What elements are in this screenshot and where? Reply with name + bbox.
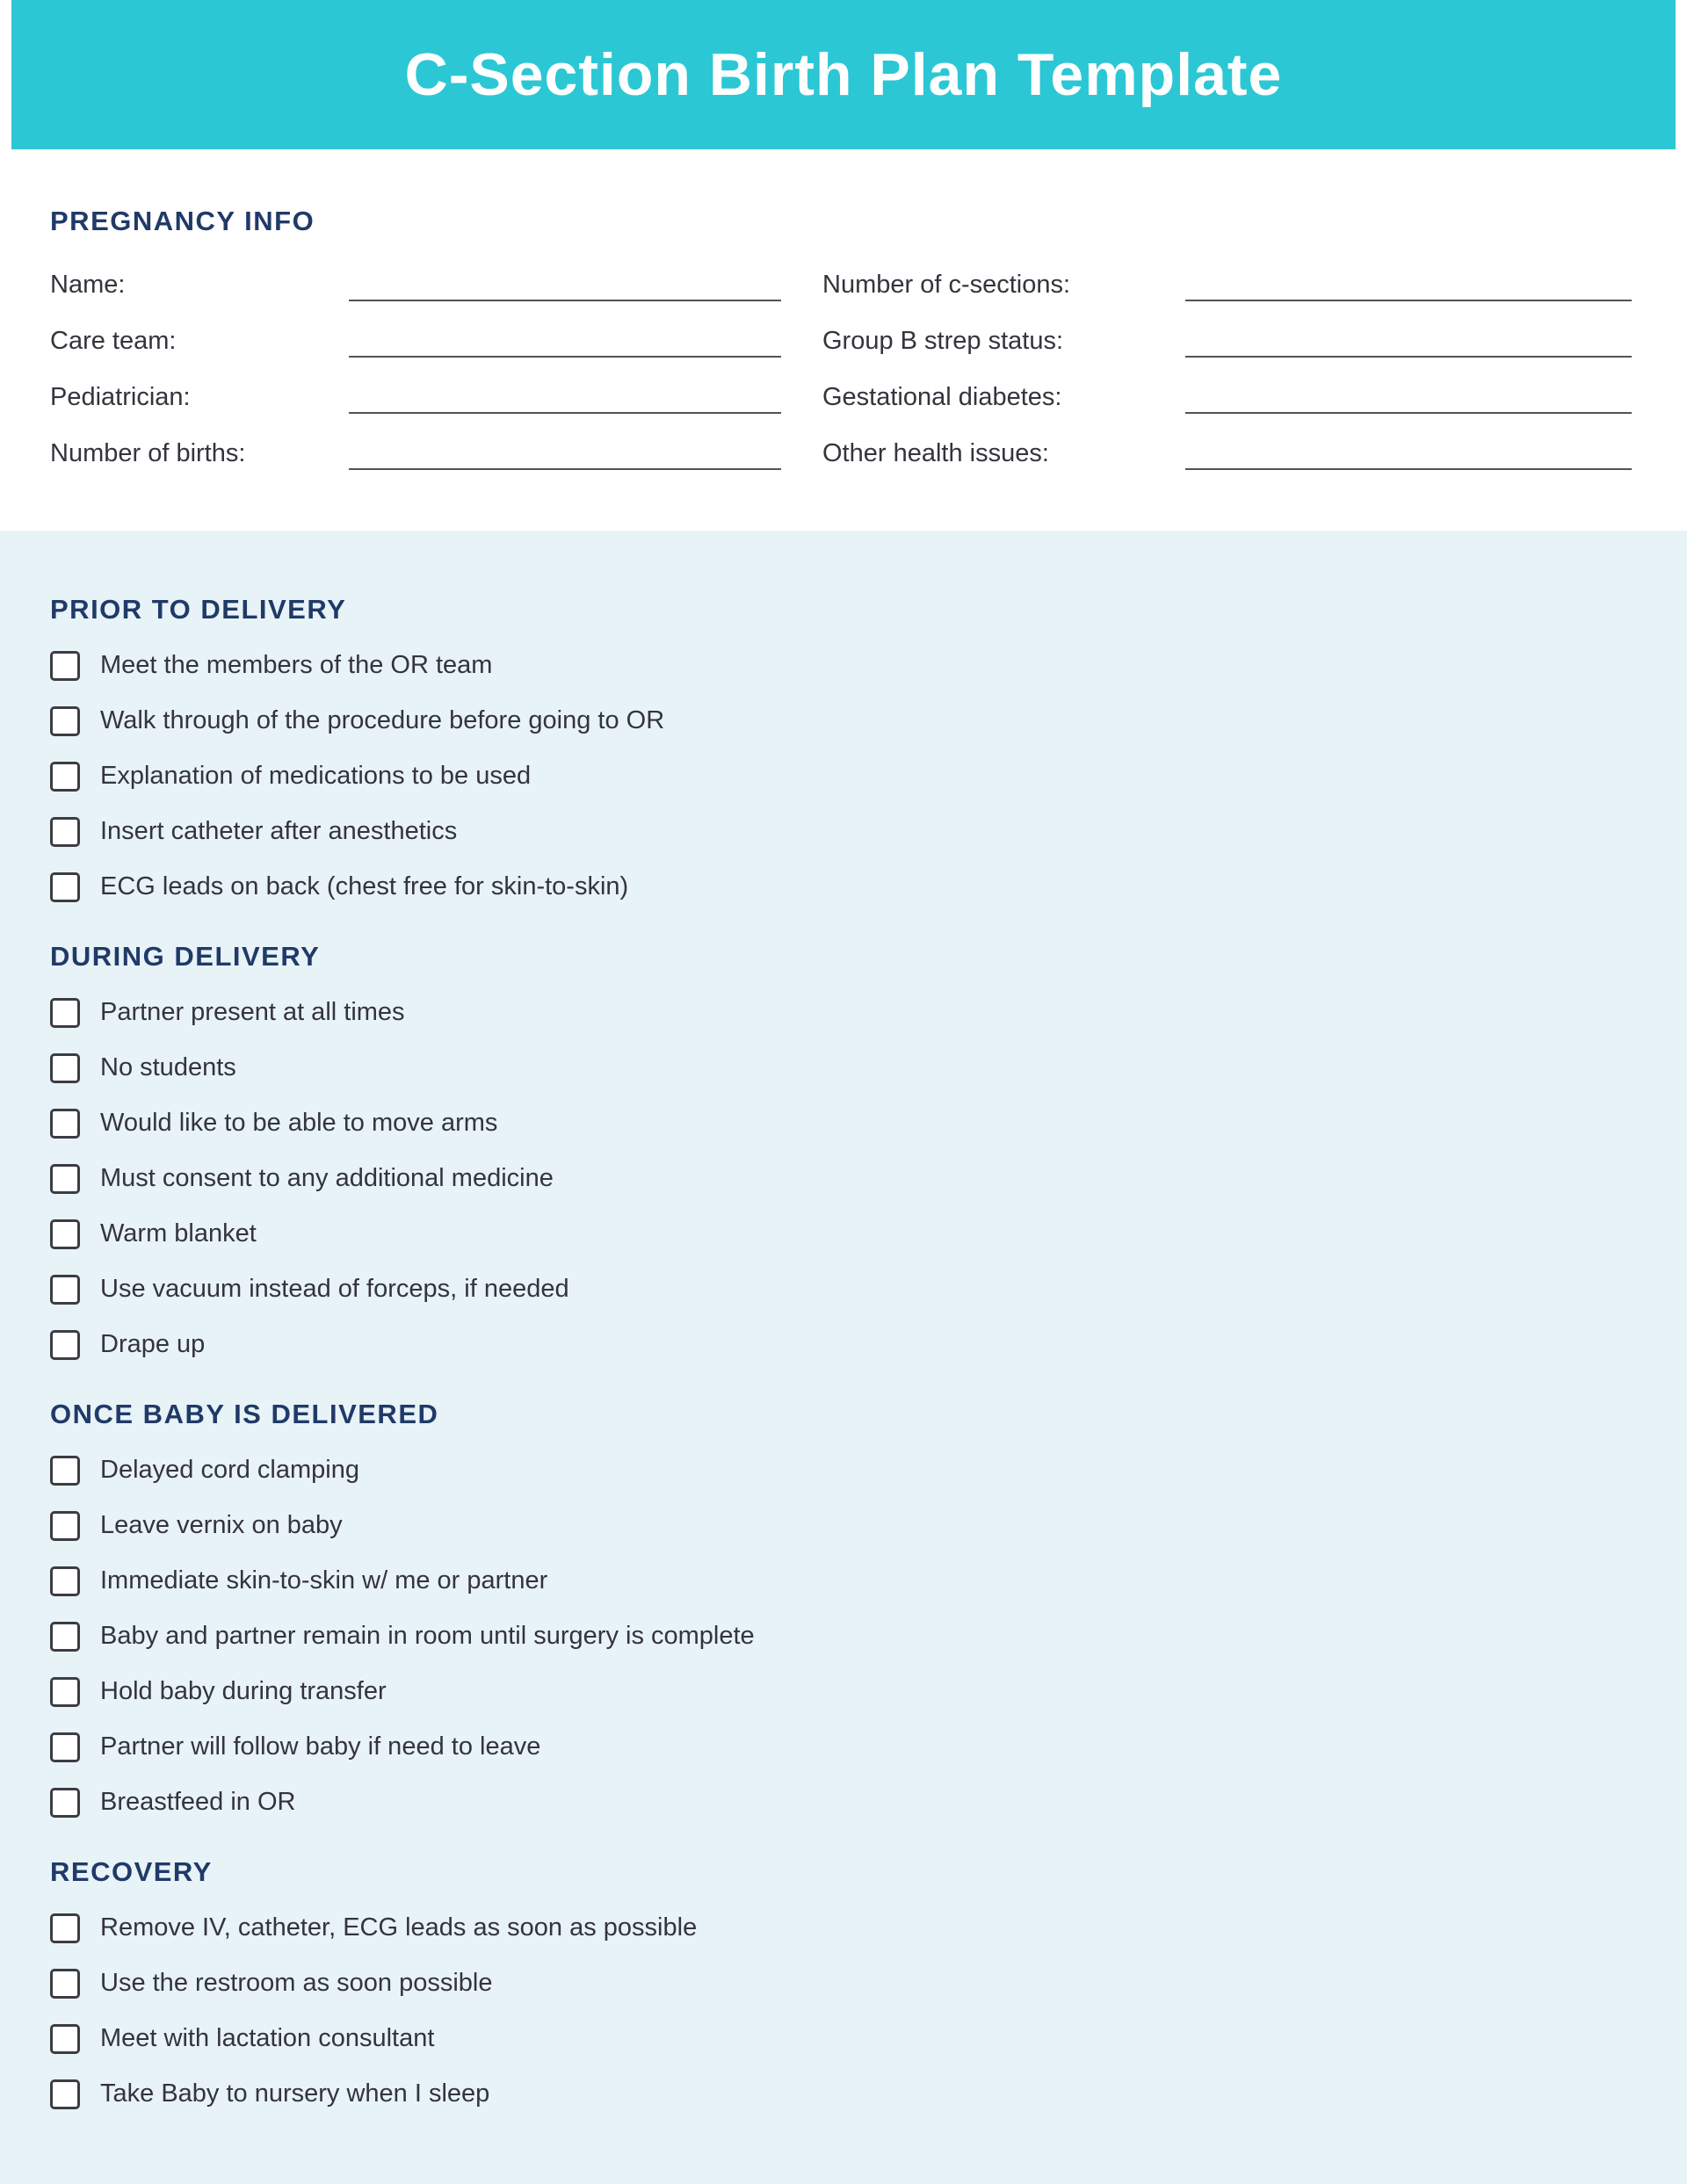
field-row-name: [50, 257, 781, 313]
checklist-item: [50, 1206, 1632, 1262]
field-blank-line-group-b-strep-status[interactable]: [1185, 324, 1632, 358]
checkbox[interactable]: [50, 2079, 80, 2109]
checklist-item-label: Hold baby during transfer: [100, 1677, 387, 1705]
section-heading-once-baby-is-delivered: ONCE BABY IS DELIVERED: [50, 1399, 439, 1429]
field-blank-line-name[interactable]: [349, 268, 781, 301]
field-label-pediatrician: Pediatrician:: [50, 382, 191, 411]
checklist-item-label: Delayed cord clamping: [100, 1456, 359, 1484]
field-label-care-team: Care team:: [50, 326, 177, 355]
checklist-item-label: Use vacuum instead of forceps, if needed: [100, 1275, 569, 1303]
field-row-pediatrician: [50, 369, 781, 425]
checkbox[interactable]: [50, 1566, 80, 1596]
checkbox[interactable]: [50, 1913, 80, 1943]
checklist-item: [50, 2011, 1632, 2066]
pregnancy-info-section: [0, 149, 1687, 531]
checkbox[interactable]: [50, 1677, 80, 1707]
checklist-item-label: Drape up: [100, 1330, 206, 1358]
checklist-item-label: Would like to be able to move arms: [100, 1109, 498, 1137]
checkbox[interactable]: [50, 1788, 80, 1818]
checklist-item-label: Warm blanket: [100, 1219, 257, 1247]
checkbox[interactable]: [50, 706, 80, 736]
checklist-item-label: Baby and partner remain in room until surgery is complete: [100, 1622, 755, 1650]
pregnancy-info-form: [50, 257, 1632, 481]
checklist-item-label: Meet the members of the OR team: [100, 651, 493, 679]
field-label-other-health-issues: Other health issues:: [822, 438, 1049, 467]
checklist-item: [50, 1040, 1632, 1096]
checklist-item: [50, 1443, 1632, 1498]
section-during-delivery: [50, 941, 1632, 1372]
checkbox[interactable]: [50, 1330, 80, 1360]
field-row-group-b-strep-status: [822, 313, 1632, 369]
field-blank-line-pediatrician[interactable]: [349, 380, 781, 414]
checklist-item: [50, 748, 1632, 804]
page-title: C-Section Birth Plan Template: [404, 41, 1283, 108]
checklist-item-label: Breastfeed in OR: [100, 1788, 296, 1816]
field-blank-line-care-team[interactable]: [349, 324, 781, 358]
checklist-item: [50, 1151, 1632, 1206]
checklist-item: [50, 1956, 1632, 2011]
section-heading-recovery: RECOVERY: [50, 1856, 213, 1887]
checkbox[interactable]: [50, 1275, 80, 1305]
checklist-item: [50, 1553, 1632, 1609]
checkbox[interactable]: [50, 998, 80, 1028]
checklist-item: [50, 1664, 1632, 1719]
checkbox[interactable]: [50, 1969, 80, 1999]
field-row-other-health-issues: [822, 425, 1632, 481]
checklist-item-label: Use the restroom as soon possible: [100, 1969, 493, 1997]
checklist-item: [50, 1900, 1632, 1956]
checklist-item-label: Explanation of medications to be used: [100, 762, 532, 790]
checkbox[interactable]: [50, 1456, 80, 1486]
checklist-item: [50, 1775, 1632, 1830]
checkbox[interactable]: [50, 1622, 80, 1652]
checklist-item: [50, 804, 1632, 859]
checklist-item-label: ECG leads on back (chest free for skin-to-skin): [100, 872, 629, 900]
field-row-number-of-c-sections: [822, 257, 1632, 313]
checklist-item: [50, 2066, 1632, 2122]
checklist-item: [50, 1096, 1632, 1151]
section-recovery: [50, 1856, 1632, 2122]
field-label-number-of-births: Number of births:: [50, 438, 246, 467]
checklist-item: [50, 1317, 1632, 1372]
section-prior-to-delivery: [50, 594, 1632, 915]
checklist-item-label: Meet with lactation consultant: [100, 2024, 435, 2052]
checklist-item-label: Must consent to any additional medicine: [100, 1164, 554, 1192]
checklist-item-label: No students: [100, 1053, 236, 1081]
checklist-item: [50, 985, 1632, 1040]
checklist-item-label: Immediate skin-to-skin w/ me or partner: [100, 1566, 548, 1595]
checklist-item-label: Leave vernix on baby: [100, 1511, 343, 1539]
checklist-item: [50, 859, 1632, 915]
checkbox[interactable]: [50, 762, 80, 792]
field-row-gestational-diabetes: [822, 369, 1632, 425]
field-label-gestational-diabetes: Gestational diabetes:: [822, 382, 1062, 411]
section-heading-prior-to-delivery: PRIOR TO DELIVERY: [50, 594, 347, 625]
checklist-item-label: Partner present at all times: [100, 998, 405, 1026]
checkbox[interactable]: [50, 651, 80, 681]
checkbox[interactable]: [50, 817, 80, 847]
checkbox[interactable]: [50, 1732, 80, 1762]
checklist-item-label: Take Baby to nursery when I sleep: [100, 2079, 490, 2108]
checklist-item-label: Walk through of the procedure before going to OR: [100, 706, 665, 734]
field-label-number-of-c-sections: Number of c-sections:: [822, 270, 1071, 299]
field-row-number-of-births: [50, 425, 781, 481]
checklist-item: [50, 693, 1632, 748]
checklist-item-label: Insert catheter after anesthetics: [100, 817, 458, 845]
checklist-item: [50, 1609, 1632, 1664]
checkbox[interactable]: [50, 1511, 80, 1541]
field-row-care-team: [50, 313, 781, 369]
field-blank-line-number-of-c-sections[interactable]: [1185, 268, 1632, 301]
field-label-group-b-strep-status: Group B strep status:: [822, 326, 1064, 355]
checklist-item: [50, 1498, 1632, 1553]
checkbox[interactable]: [50, 872, 80, 902]
checklist-item-label: Remove IV, catheter, ECG leads as soon as possible: [100, 1913, 698, 1942]
checklist-item: [50, 1719, 1632, 1775]
checkbox[interactable]: [50, 1164, 80, 1194]
pregnancy-info-heading: PREGNANCY INFO: [50, 206, 315, 236]
field-blank-line-number-of-births[interactable]: [349, 437, 781, 470]
section-heading-during-delivery: DURING DELIVERY: [50, 941, 321, 972]
checklist-item: [50, 1262, 1632, 1317]
checkbox[interactable]: [50, 1219, 80, 1249]
section-once-baby-is-delivered: [50, 1399, 1632, 1830]
checklist-area: [0, 531, 1687, 2184]
checkbox[interactable]: [50, 1053, 80, 1083]
checkbox[interactable]: [50, 2024, 80, 2054]
checklist-item: [50, 638, 1632, 693]
field-blank-line-other-health-issues[interactable]: [1185, 437, 1632, 470]
checklist-item-label: Partner will follow baby if need to leave: [100, 1732, 541, 1761]
checkbox[interactable]: [50, 1109, 80, 1139]
field-label-name: Name:: [50, 270, 126, 299]
field-blank-line-gestational-diabetes[interactable]: [1185, 380, 1632, 414]
header-banner: [11, 0, 1676, 149]
